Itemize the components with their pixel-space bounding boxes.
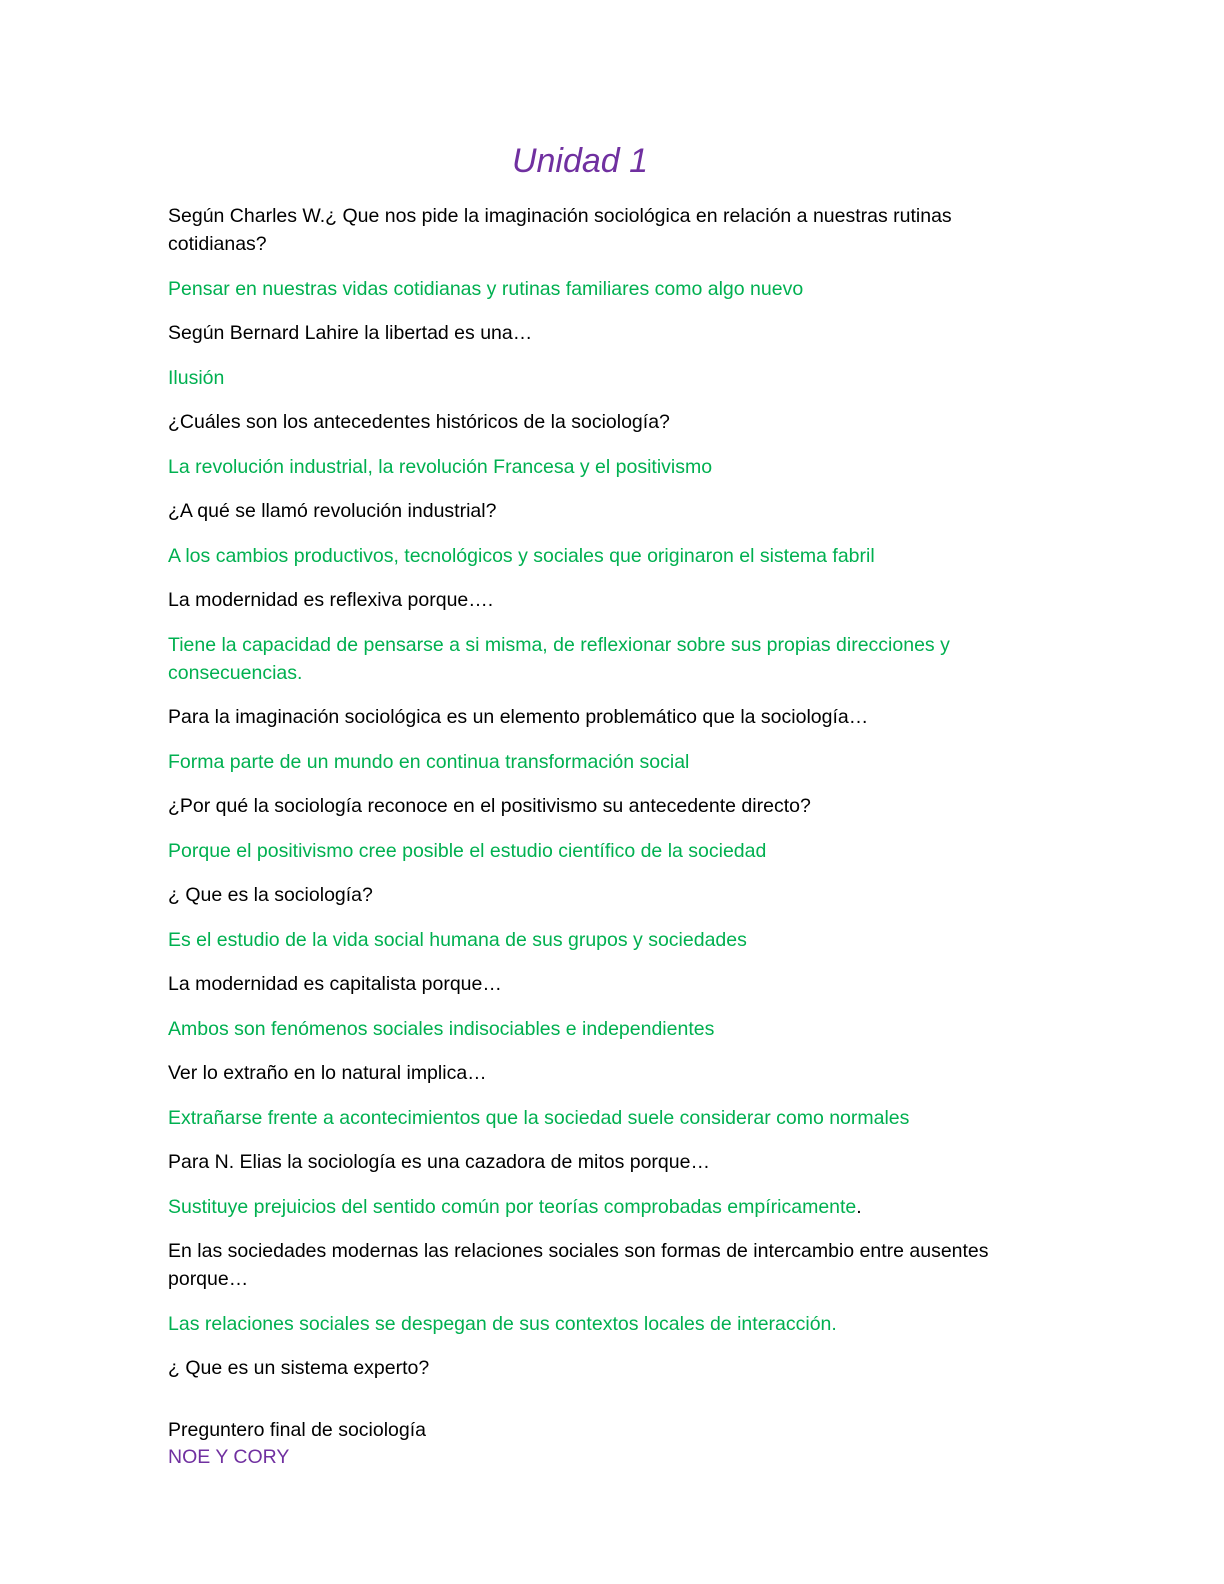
page-title: Unidad 1: [511, 142, 649, 180]
question-3: ¿Cuáles son los antecedentes históricos de la sociología?: [168, 411, 670, 433]
answer-9: Ambos son fenómenos sociales indisociables e independientes: [168, 1017, 715, 1040]
footer-text: Preguntero final de sociología: [168, 1419, 427, 1441]
answer-2: Ilusión: [168, 366, 225, 389]
question-11: Para N. Elias la sociología es una cazadora de mitos porque…: [168, 1151, 710, 1173]
question-10: Ver lo extraño en lo natural implica…: [168, 1062, 487, 1084]
answer-5: Tiene la capacidad de pensarse a si misma, de reflexionar sobre sus propias direcciones y consecuencias.: [168, 633, 950, 684]
qa-list: [168, 202, 1018, 1399]
footer-authors: NOE Y CORY: [168, 1446, 290, 1468]
answer-8: Es el estudio de la vida social humana de sus grupos y sociedades: [168, 928, 747, 951]
answer-11-text: Sustituye prejuicios del sentido común por teorías comprobadas empíricamente: [168, 1195, 857, 1218]
answer-4: A los cambios productivos, tecnológicos y sociales que originaron el sistema fabril: [168, 544, 875, 567]
answer-7: Porque el positivismo cree posible el estudio científico de la sociedad: [168, 839, 767, 862]
question-12: En las sociedades modernas las relaciones sociales son formas de intercambio entre ausentes porque…: [168, 1240, 989, 1290]
answer-6: Forma parte de un mundo en continua transformación social: [168, 750, 690, 773]
question-5: La modernidad es reflexiva porque….: [168, 589, 494, 611]
question-7: ¿Por qué la sociología reconoce en el positivismo su antecedente directo?: [168, 795, 811, 817]
question-1: Según Charles W.¿ Que nos pide la imaginación sociológica en relación a nuestras rutinas cotidianas?: [168, 205, 952, 255]
answer-11-period: .: [856, 1195, 862, 1218]
answer-12: Las relaciones sociales se despegan de sus contextos locales de interacción.: [168, 1312, 837, 1335]
answer-10: Extrañarse frente a acontecimientos que la sociedad suele considerar como normales: [168, 1106, 910, 1129]
question-6: Para la imaginación sociológica es un elemento problemático que la sociología…: [168, 706, 869, 728]
question-4: ¿A qué se llamó revolución industrial?: [168, 500, 497, 522]
answer-11: [168, 1193, 1018, 1221]
document-footer: [168, 1417, 1018, 1471]
answer-1: Pensar en nuestras vidas cotidianas y rutinas familiares como algo nuevo: [168, 277, 804, 300]
question-2: Según Bernard Lahire la libertad es una…: [168, 322, 533, 344]
question-13: ¿ Que es un sistema experto?: [168, 1357, 430, 1379]
answer-3: La revolución industrial, la revolución Francesa y el positivismo: [168, 455, 713, 478]
question-9: La modernidad es capitalista porque…: [168, 973, 502, 995]
question-8: ¿ Que es la sociología?: [168, 884, 373, 906]
